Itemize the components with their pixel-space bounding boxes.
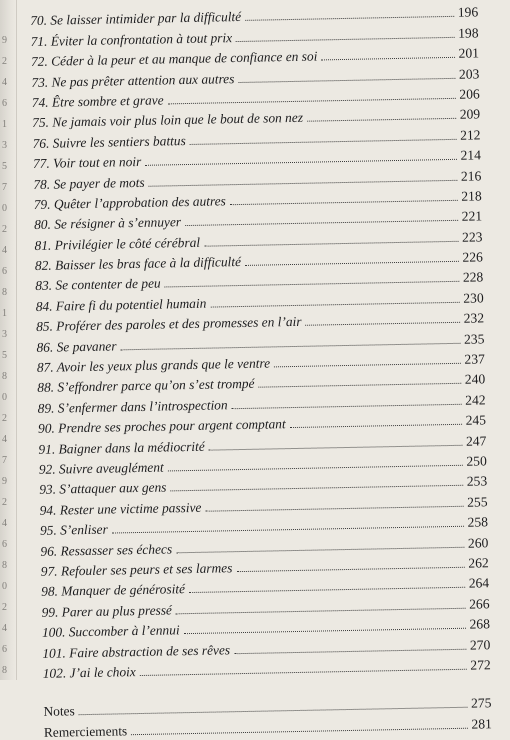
toc-entry-number: 78. [33, 176, 51, 192]
gutter-char: 2 [2, 56, 7, 67]
gutter-char: 0 [2, 392, 7, 403]
toc-entry-title [36, 338, 116, 355]
gutter-characters [2, 30, 14, 681]
gutter-char: 4 [2, 245, 7, 256]
toc-entry-number: 73. [31, 74, 49, 90]
gutter-char: 1 [2, 308, 7, 319]
dot-leader [321, 57, 454, 61]
gutter-char: 4 [2, 518, 7, 529]
toc-entry-number: 88. [37, 380, 55, 396]
toc-entry-number: 85. [35, 318, 54, 335]
toc-entry-number: 76. [32, 135, 50, 151]
toc-entry-number: 77. [32, 155, 50, 172]
gutter-char: 3 [2, 329, 7, 340]
dot-leader [131, 727, 467, 734]
toc-entry-text: Suivre les sentiers battus [52, 132, 186, 151]
gutter-char: 6 [2, 98, 7, 109]
toc-entry-number: 102. [42, 665, 67, 681]
toc-entry-page: 198 [458, 25, 479, 41]
toc-entry-text: Succomber à l’ennui [68, 622, 180, 640]
toc-entry-text: S’attaquer aux gens [59, 479, 167, 497]
toc-entry-page: 212 [459, 127, 481, 143]
gutter-char: 6 [2, 539, 7, 550]
toc-entry-number: 80. [34, 216, 52, 233]
toc-entry-page: 203 [458, 65, 480, 82]
toc-entry-page: 201 [458, 45, 480, 61]
toc-entry-page: 223 [461, 229, 483, 245]
gutter-char: 7 [2, 455, 7, 466]
toc-entry-number: 97. [40, 563, 58, 579]
gutter-char: 4 [2, 77, 7, 88]
toc-entry-title [34, 214, 181, 232]
toc-entry-text: Manquer de générosité [61, 581, 186, 599]
gutter-char: 3 [2, 140, 7, 151]
toc-entry-number: 86. [36, 339, 54, 355]
toc-entry-page: 235 [463, 330, 485, 347]
toc-entry-page: 260 [467, 534, 489, 551]
toc-entry-number: 84. [35, 298, 53, 314]
gutter-char: 2 [2, 413, 7, 424]
toc-entry-title [43, 664, 136, 681]
toc-entry-page: 270 [469, 636, 491, 653]
gutter-char: 5 [2, 161, 7, 172]
toc-entry-page: 245 [465, 412, 487, 428]
gutter-char: 9 [2, 476, 7, 487]
toc-section-page: 275 [470, 695, 492, 711]
toc-entry-text: Se laisser intimider par la difficulté [50, 9, 242, 29]
toc-entry-text: S’enfermer dans l’introspection [57, 397, 228, 416]
toc-entry-text: Rester une victime passive [59, 499, 202, 518]
toc-entry-page: 266 [468, 596, 490, 612]
toc-entry-text: Faire fi du potentiel humain [55, 295, 207, 314]
toc-entry-number: 90. [37, 420, 55, 437]
toc-entry-text: Suivre aveuglément [58, 459, 164, 477]
toc-entry-number: 71. [30, 33, 48, 49]
page-gutter [0, 0, 17, 680]
toc-section-title: Notes [43, 703, 75, 720]
gutter-char: 2 [2, 224, 7, 235]
toc-section-page: 281 [471, 715, 492, 732]
toc-entry-number: 92. [38, 461, 56, 477]
toc-entry-text: Baisser les bras face à la difficulté [54, 254, 242, 273]
toc-entry-title [39, 500, 201, 518]
toc-entry-text: Se résigner à s’ennuyer [54, 214, 182, 232]
toc-entry-number: 96. [40, 543, 58, 559]
toc-entry-page: 272 [470, 657, 491, 673]
toc-list [30, 0, 491, 681]
toc-entry-title [41, 581, 185, 599]
toc-entry-number: 83. [35, 278, 53, 294]
toc-entry-page: 268 [469, 616, 491, 632]
toc-entry-text: S’enliser [59, 521, 108, 538]
toc-entry-title [35, 276, 161, 293]
toc-entry-page: 237 [464, 351, 485, 367]
toc-entry-page: 230 [463, 290, 484, 306]
toc-entry-text: Refouler ses peurs et ses larmes [60, 560, 233, 579]
gutter-char: 2 [2, 497, 7, 508]
toc-entry-number: 100. [41, 624, 66, 640]
toc-entry-title [34, 234, 200, 252]
toc-entry-title [32, 133, 185, 151]
toc-entry-number: 95. [39, 522, 57, 539]
toc-entry-page: 218 [461, 188, 482, 204]
toc-entry-title [41, 602, 172, 619]
toc-section-title: Remerciements [43, 722, 128, 740]
toc-entry-text: Céder à la peur et au manque de confiance en soi [50, 48, 318, 69]
toc-entry-page: 196 [457, 4, 479, 21]
toc-entry-page: 232 [463, 310, 485, 326]
toc-entry-number: 91. [38, 441, 56, 457]
toc-entry-text: Prendre ses proches pour argent comptant [58, 416, 286, 436]
toc-entry-text: Éviter la confrontation à tout prix [50, 29, 233, 49]
toc-entry-page: 221 [461, 208, 483, 225]
toc-entry-page: 255 [467, 494, 488, 510]
toc-entry-text: Voir tout en noir [52, 154, 142, 171]
toc-entry-number: 81. [34, 237, 52, 253]
toc-entry-text: S’effondrer parce qu’on s’est trompé [57, 376, 255, 395]
toc-entry-text: Ne pas prêter attention aux autres [51, 70, 235, 90]
toc-entry-page: 253 [466, 473, 488, 490]
toc-entry-number: 99. [41, 604, 59, 620]
toc-entry-page: 247 [465, 432, 487, 449]
toc-entry-page: 206 [459, 86, 480, 102]
toc-entry-text: Quêter l’approbation des autres [53, 193, 226, 212]
toc-entry-text: Ne jamais voir plus loin que le bout de son nez [52, 110, 304, 130]
toc-entry-text: Faire abstraction de ses rêves [69, 641, 231, 660]
gutter-char: 8 [2, 371, 7, 382]
toc-entry-number: 87. [36, 359, 54, 375]
gutter-char: 0 [2, 581, 7, 592]
toc-entry-page: 258 [467, 514, 489, 530]
toc-entry-number: 82. [34, 257, 52, 274]
toc-entry-number: 94. [39, 502, 57, 518]
gutter-char: 8 [2, 287, 7, 298]
toc-entry-text: Baigner dans la médiocrité [58, 438, 205, 457]
toc-entry-number: 93. [39, 481, 57, 498]
toc-entry-number: 70. [30, 13, 48, 29]
gutter-char: 0 [2, 203, 7, 214]
toc-entry-text: Avoir les yeux plus grands que le ventre [56, 355, 271, 375]
toc-entry-title [33, 174, 144, 191]
toc-entry-number: 72. [30, 53, 48, 70]
toc-entry-title [38, 438, 205, 456]
toc-entry-page: 242 [465, 392, 486, 408]
toc-entry-number: 101. [42, 644, 66, 661]
gutter-char: 4 [2, 434, 7, 445]
dot-leader [307, 118, 456, 122]
toc-entry-number: 89. [37, 400, 55, 416]
gutter-char: 8 [2, 665, 7, 676]
gutter-char: 9 [2, 35, 7, 46]
toc-entry-title [32, 92, 164, 110]
gutter-char: 8 [2, 560, 7, 571]
toc-entry-page: 209 [459, 106, 481, 123]
toc-entry-text: Se contenter de peu [55, 276, 161, 294]
toc-entry-page: 262 [468, 555, 489, 571]
dot-leader [306, 322, 460, 326]
toc-entry-number: 79. [33, 196, 51, 212]
table-of-contents [30, 0, 492, 740]
toc-entry-page: 216 [460, 167, 482, 184]
toc-entry-page: 214 [460, 147, 482, 163]
toc-entry-page: 250 [466, 453, 487, 469]
gutter-char: 6 [2, 644, 7, 655]
gutter-char: 4 [2, 623, 7, 634]
toc-entry-title [40, 541, 172, 559]
toc-entry-title [40, 522, 108, 538]
toc-entry-page: 226 [462, 249, 484, 265]
toc-entry-text: Être sombre et grave [51, 92, 164, 110]
gutter-char: 2 [2, 602, 7, 613]
toc-entry-page: 228 [462, 269, 484, 286]
section-list [43, 690, 492, 739]
toc-entry-text: Se payer de mots [53, 174, 145, 192]
toc-entry-title [39, 480, 166, 497]
toc-entry-page: 264 [468, 575, 490, 592]
gutter-char: 6 [2, 266, 7, 277]
gutter-char: 1 [2, 119, 7, 130]
toc-entry-page: 240 [464, 371, 486, 388]
toc-entry-text: Parer au plus pressé [61, 602, 173, 620]
toc-entry-number: 98. [41, 583, 59, 600]
toc-entry-title [42, 622, 180, 640]
toc-entry-number: 74. [31, 94, 49, 110]
toc-entry-text: Privilégier le côté cérébral [54, 234, 201, 253]
gutter-char: 5 [2, 350, 7, 361]
toc-entry-number: 75. [32, 115, 50, 131]
toc-entry-title [39, 460, 164, 477]
toc-entry-title [33, 154, 142, 171]
toc-entry-text: Ressasser ses échecs [60, 540, 173, 559]
toc-entry-text: J’ai le choix [69, 663, 136, 681]
gutter-char: 7 [2, 182, 7, 193]
toc-entry-text: Proférer des paroles et des promesses en l’air [56, 314, 302, 334]
toc-entry-text: Se pavaner [56, 338, 117, 355]
